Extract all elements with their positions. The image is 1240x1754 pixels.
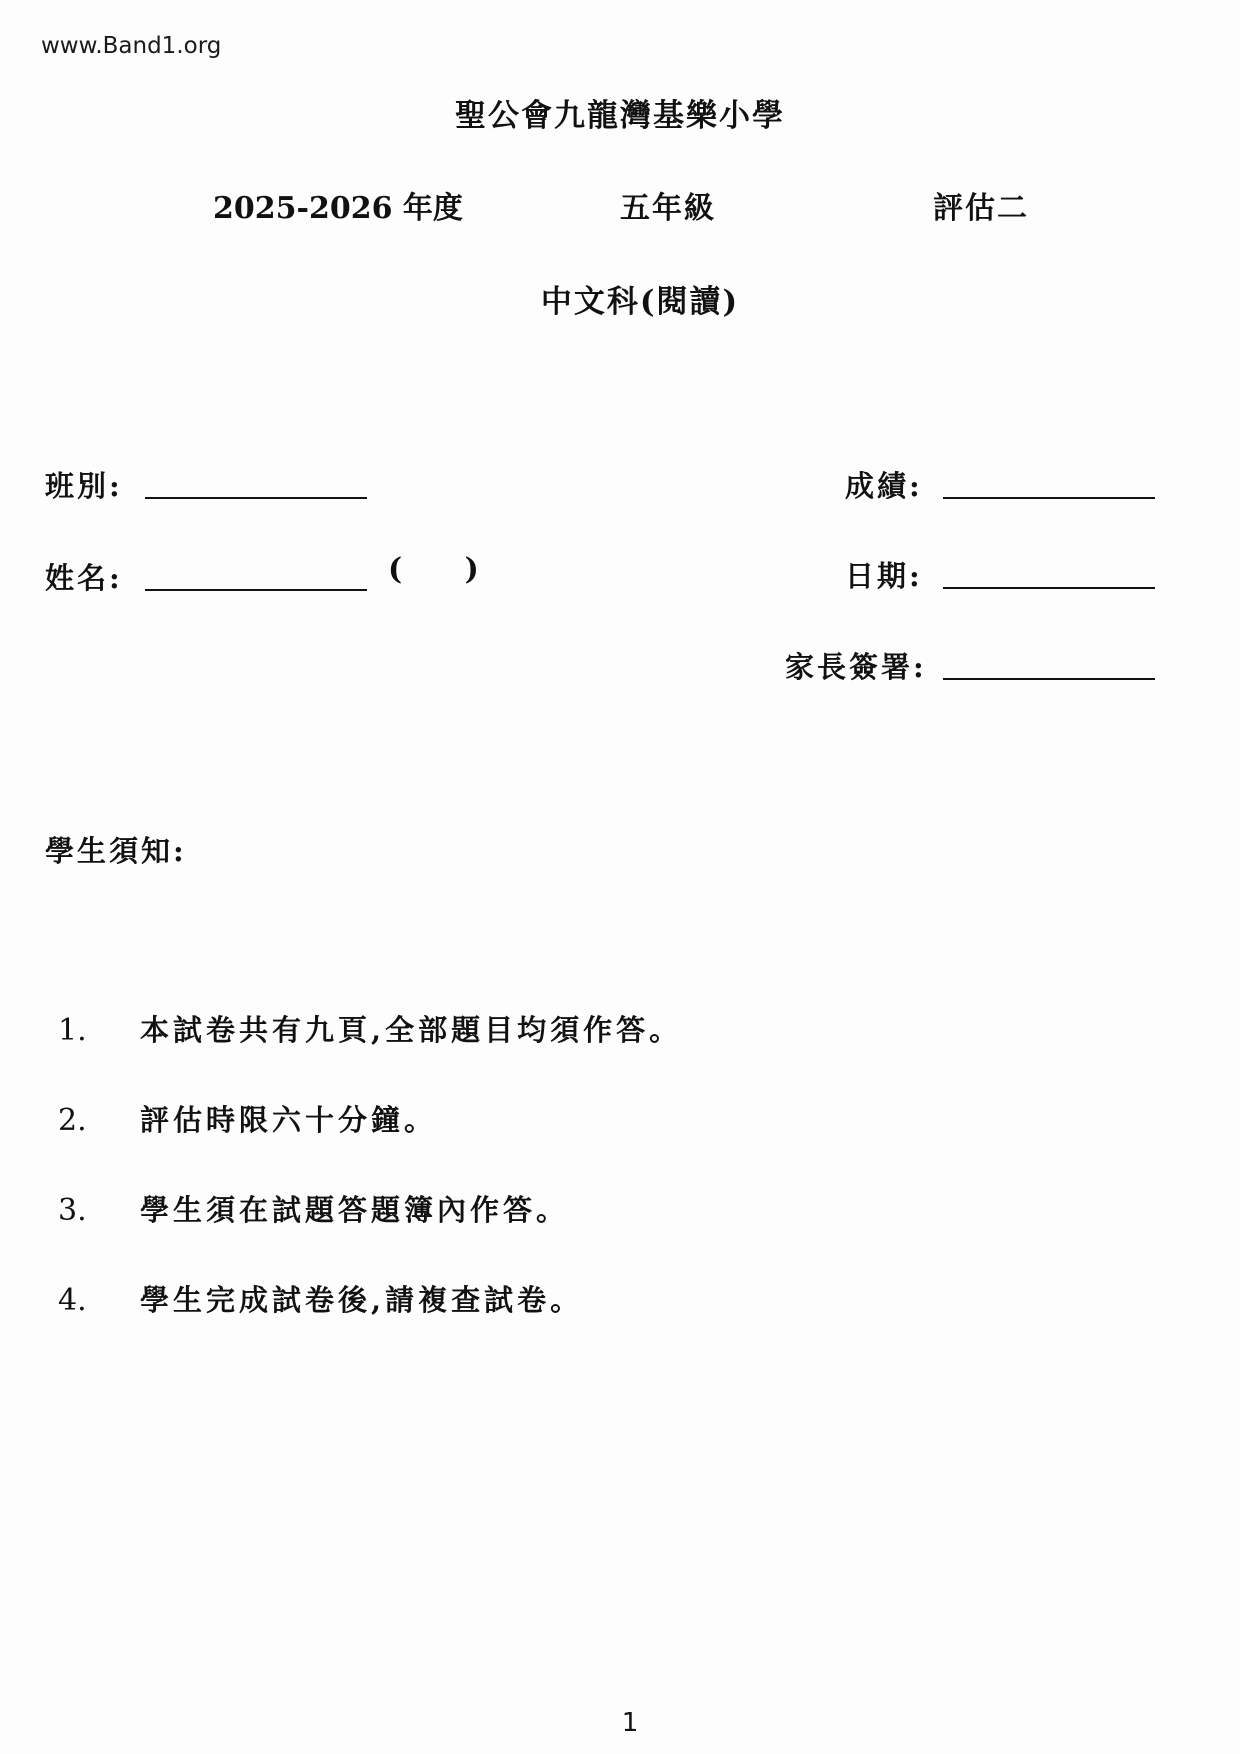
- parent-signature-label: 家長簽署:: [785, 650, 927, 684]
- name-field: [45, 556, 367, 597]
- instruction-number: 1.: [58, 1013, 87, 1048]
- instruction-item: [58, 1008, 682, 1098]
- instructions-list: [58, 1008, 682, 1368]
- class-label: 班別:: [45, 469, 123, 503]
- instructions-title: 學生須知:: [45, 834, 187, 868]
- instruction-item: [58, 1098, 682, 1188]
- date-field: [845, 554, 1155, 595]
- score-blank-line[interactable]: [943, 496, 1155, 499]
- class-blank-line[interactable]: [145, 496, 367, 499]
- class-number-paren: ( ): [388, 552, 505, 587]
- assessment-number: 評估二: [933, 191, 1029, 226]
- subject-title: 中文科(閱讀): [540, 284, 740, 320]
- watermark-url: www.Band1.org: [41, 33, 222, 59]
- date-blank-line[interactable]: [943, 586, 1155, 589]
- instruction-item: [58, 1188, 682, 1278]
- name-label: 姓名:: [45, 561, 123, 595]
- name-blank-line[interactable]: [145, 588, 367, 591]
- class-field: [45, 464, 367, 505]
- score-label: 成績:: [845, 469, 923, 503]
- date-label: 日期:: [845, 559, 923, 593]
- school-name: 聖公會九龍灣基樂小學: [455, 98, 785, 134]
- grade-level: 五年級: [620, 191, 716, 226]
- instruction-text: 學生須在試題答題簿內作答。: [140, 1193, 570, 1227]
- instruction-text: 評估時限六十分鐘。: [140, 1103, 438, 1137]
- academic-year: 2025-2026 年度: [213, 191, 463, 226]
- instruction-text: 學生完成試卷後,請複查試卷。: [140, 1283, 584, 1317]
- page-number: 1: [621, 1708, 639, 1738]
- instruction-number: 4.: [58, 1283, 87, 1318]
- score-field: [845, 464, 1155, 505]
- instruction-item: [58, 1278, 682, 1368]
- instruction-number: 2.: [58, 1103, 87, 1138]
- instruction-text: 本試卷共有九頁,全部題目均須作答。: [140, 1013, 683, 1047]
- parent-signature-blank-line[interactable]: [943, 677, 1155, 680]
- parent-signature-field: [785, 645, 1155, 686]
- instruction-number: 3.: [58, 1193, 87, 1228]
